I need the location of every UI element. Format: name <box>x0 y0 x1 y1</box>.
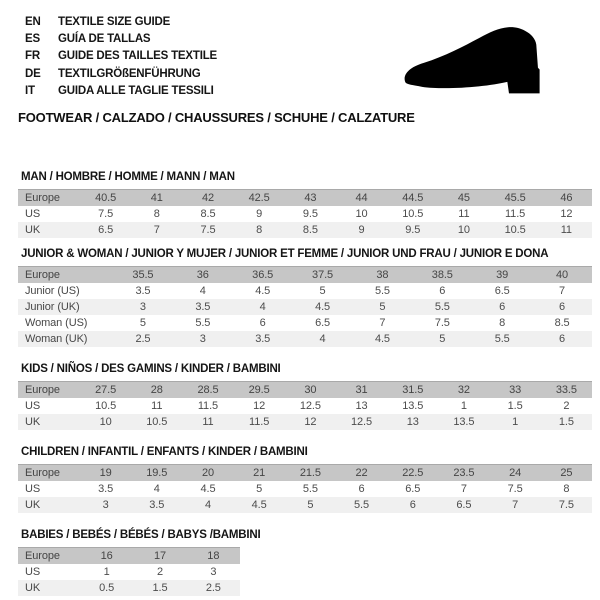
size-value-cell: 29.5 <box>248 384 270 397</box>
size-table <box>18 547 240 596</box>
tables-area <box>18 171 592 596</box>
size-value-cell: 7 <box>460 483 467 496</box>
size-value-cell: 3.5 <box>149 499 165 512</box>
size-value-cell: 5.5 <box>434 301 450 314</box>
size-value-cell: 9 <box>358 224 365 237</box>
size-value-cell: 9.5 <box>302 208 318 221</box>
table-row <box>18 564 240 580</box>
size-value-cell: 11 <box>202 416 214 429</box>
size-value-cell: 10 <box>457 224 470 237</box>
size-table <box>18 381 592 430</box>
size-value-cell: 3.5 <box>98 483 114 496</box>
size-value-cell: 6.5 <box>405 483 421 496</box>
size-value-cell: 45.5 <box>504 192 526 205</box>
size-value-cell: 4.5 <box>315 301 331 314</box>
size-value-cell: 10 <box>99 416 112 429</box>
size-value-cell: 8.5 <box>302 224 318 237</box>
size-value-cell: 8 <box>563 483 570 496</box>
size-value-cell: 22 <box>355 467 368 480</box>
language-code: DE <box>25 67 41 80</box>
size-value-cell: 7.5 <box>507 483 523 496</box>
size-value-cell: 21 <box>253 467 266 480</box>
size-value-cell: 22.5 <box>402 467 424 480</box>
size-value-cell: 13 <box>355 400 368 413</box>
size-value-cell: 30 <box>304 384 317 397</box>
size-table <box>18 464 592 513</box>
size-value-cell: 18 <box>207 550 220 563</box>
size-value-cell: 1.5 <box>152 582 168 595</box>
size-value-cell: 5 <box>319 285 326 298</box>
size-value-cell: 45 <box>457 192 470 205</box>
size-value-cell: 44.5 <box>402 192 424 205</box>
size-value-cell: 3 <box>139 301 146 314</box>
table-row <box>18 315 592 331</box>
size-value-cell: 13 <box>406 416 419 429</box>
table-row <box>18 222 592 238</box>
size-value-cell: 11.5 <box>504 208 526 221</box>
size-table-title: KIDS / NIÑOS / DES GAMINS / KINDER / BAMBINI <box>21 363 281 376</box>
size-value-cell: 7.5 <box>200 224 216 237</box>
table-row <box>18 283 592 299</box>
language-title: TEXTILGRÖßENFÜHRUNG <box>58 67 201 80</box>
size-value-cell: 6 <box>409 499 416 512</box>
row-label-cell: UK <box>25 416 41 429</box>
size-value-cell: 12 <box>304 416 317 429</box>
size-value-cell: 12.5 <box>351 416 373 429</box>
table-row <box>18 267 592 284</box>
size-value-cell: 11.5 <box>249 416 270 429</box>
size-value-cell: 13.5 <box>453 416 475 429</box>
shoe-silhouette-icon <box>394 16 576 108</box>
size-value-cell: 1 <box>460 400 467 413</box>
language-code: EN <box>25 16 41 28</box>
size-value-cell: 10.5 <box>504 224 526 237</box>
size-value-cell: 1.5 <box>507 400 523 413</box>
size-value-cell: 5.5 <box>374 285 390 298</box>
size-value-cell: 1.5 <box>558 416 574 429</box>
size-value-cell: 10.5 <box>95 400 117 413</box>
size-value-cell: 38 <box>376 269 389 282</box>
size-value-cell: 12 <box>253 400 266 413</box>
size-value-cell: 12 <box>560 208 573 221</box>
size-value-cell: 6.5 <box>456 499 472 512</box>
size-value-cell: 10.5 <box>402 208 424 221</box>
size-value-cell: 9 <box>256 208 263 221</box>
size-value-cell: 24 <box>509 467 522 480</box>
table-row <box>18 382 592 399</box>
size-table <box>18 266 592 347</box>
language-title: GUIDE DES TAILLES TEXTILE <box>58 50 217 63</box>
row-label-cell: Europe <box>25 269 60 282</box>
size-value-cell: 6.5 <box>494 285 510 298</box>
size-table-title: MAN / HOMBRE / HOMME / MANN / MAN <box>21 171 235 184</box>
table-row <box>18 190 592 207</box>
size-value-cell: 7.5 <box>558 499 574 512</box>
row-label-cell: UK <box>25 582 41 595</box>
table-row <box>18 580 240 596</box>
size-value-cell: 4 <box>204 499 211 512</box>
size-value-cell: 7.5 <box>98 208 114 221</box>
row-label-cell: UK <box>25 499 41 512</box>
size-value-cell: 7 <box>153 224 160 237</box>
size-value-cell: 38.5 <box>431 269 453 282</box>
size-value-cell: 6 <box>559 333 566 346</box>
size-value-cell: 4.5 <box>200 483 216 496</box>
size-value-cell: 5.5 <box>354 499 370 512</box>
size-value-cell: 10.5 <box>146 416 168 429</box>
size-value-cell: 8.5 <box>200 208 216 221</box>
row-label-cell: US <box>25 566 41 579</box>
size-value-cell: 6 <box>439 285 446 298</box>
size-table-title: BABIES / BEBÉS / BÉBÉS / BABYS /BAMBINI <box>21 529 261 542</box>
size-value-cell: 39 <box>496 269 509 282</box>
size-value-cell: 42 <box>201 192 214 205</box>
size-value-cell: 27.5 <box>95 384 117 397</box>
row-label-cell: US <box>25 208 41 221</box>
size-value-cell: 35.5 <box>132 269 154 282</box>
size-value-cell: 28 <box>150 384 163 397</box>
table-row <box>18 331 592 347</box>
row-label-cell: Europe <box>25 384 60 397</box>
size-table-section <box>18 363 592 430</box>
size-value-cell: 4.5 <box>374 333 390 346</box>
table-row <box>18 481 592 497</box>
size-table-section <box>18 171 592 238</box>
size-value-cell: 7.5 <box>434 317 450 330</box>
row-label-cell: Woman (UK) <box>25 333 88 346</box>
size-value-cell: 2.5 <box>205 582 221 595</box>
table-row <box>18 206 592 222</box>
size-value-cell: 6.5 <box>315 317 331 330</box>
table-row <box>18 299 592 315</box>
language-title: GUÍA DE TALLAS <box>58 33 151 46</box>
size-value-cell: 7 <box>512 499 519 512</box>
size-value-cell: 7 <box>559 285 566 298</box>
row-label-cell: Junior (US) <box>25 285 80 298</box>
size-table-section <box>18 529 592 596</box>
size-value-cell: 4 <box>319 333 326 346</box>
size-value-cell: 4 <box>199 285 206 298</box>
size-value-cell: 11.5 <box>197 400 219 413</box>
size-value-cell: 4 <box>259 301 266 314</box>
size-value-cell: 6 <box>559 301 566 314</box>
size-value-cell: 13.5 <box>402 400 424 413</box>
table-row <box>18 465 592 482</box>
size-value-cell: 42.5 <box>248 192 270 205</box>
size-table-title: JUNIOR & WOMAN / JUNIOR Y MUJER / JUNIOR ET FEMME / JUNIOR UND FRAU / JUNIOR E DONA <box>21 248 549 261</box>
size-value-cell: 5 <box>439 333 446 346</box>
size-value-cell: 2 <box>156 566 163 579</box>
row-label-cell: Europe <box>25 467 60 480</box>
size-value-cell: 46 <box>560 192 573 205</box>
size-value-cell: 40.5 <box>95 192 117 205</box>
size-value-cell: 5 <box>139 317 146 330</box>
size-value-cell: 5 <box>256 483 263 496</box>
size-value-cell: 12.5 <box>299 400 321 413</box>
category-heading: FOOTWEAR / CALZADO / CHAUSSURES / SCHUHE / CALZATURE <box>18 110 415 126</box>
size-value-cell: 19 <box>99 467 112 480</box>
row-label-cell: UK <box>25 224 41 237</box>
size-table-section <box>18 248 592 347</box>
size-value-cell: 4.5 <box>255 285 271 298</box>
table-row <box>18 398 592 414</box>
size-table-title: CHILDREN / INFANTIL / ENFANTS / KINDER / BAMBINI <box>21 446 308 459</box>
size-value-cell: 4 <box>153 483 160 496</box>
language-title: TEXTILE SIZE GUIDE <box>58 16 171 28</box>
size-value-cell: 6.5 <box>98 224 114 237</box>
size-value-cell: 21.5 <box>299 467 321 480</box>
size-value-cell: 8 <box>499 317 506 330</box>
size-value-cell: 32 <box>457 384 470 397</box>
size-value-cell: 40 <box>556 269 569 282</box>
size-value-cell: 16 <box>100 550 113 563</box>
size-value-cell: 20 <box>201 467 214 480</box>
size-table-section <box>18 446 592 513</box>
size-value-cell: 3.5 <box>135 285 151 298</box>
size-value-cell: 3.5 <box>195 301 211 314</box>
size-value-cell: 11 <box>560 224 572 237</box>
size-value-cell: 17 <box>153 550 167 563</box>
size-value-cell: 1 <box>103 566 110 579</box>
table-row <box>18 497 592 513</box>
size-value-cell: 28.5 <box>197 384 219 397</box>
size-value-cell: 5.5 <box>195 317 211 330</box>
size-value-cell: 0.5 <box>99 582 115 595</box>
row-label-cell: Junior (UK) <box>25 301 80 314</box>
size-value-cell: 31 <box>355 384 368 397</box>
size-value-cell: 11 <box>151 400 163 413</box>
size-value-cell: 36.5 <box>252 269 274 282</box>
row-label-cell: Woman (US) <box>25 317 88 330</box>
row-label-cell: US <box>25 400 41 413</box>
size-value-cell: 6 <box>499 301 506 314</box>
size-value-cell: 5.5 <box>494 333 510 346</box>
size-value-cell: 6 <box>358 483 365 496</box>
size-value-cell: 33 <box>509 384 522 397</box>
size-value-cell: 5.5 <box>302 483 318 496</box>
size-value-cell: 10 <box>355 208 368 221</box>
size-value-cell: 5 <box>307 499 314 512</box>
size-value-cell: 36 <box>196 269 209 282</box>
size-value-cell: 19.5 <box>146 467 168 480</box>
language-code: ES <box>25 33 40 46</box>
size-value-cell: 3 <box>210 566 217 579</box>
size-value-cell: 3.5 <box>255 333 271 346</box>
table-row <box>18 414 592 430</box>
size-value-cell: 6 <box>259 317 266 330</box>
size-value-cell: 8 <box>153 208 160 221</box>
size-value-cell: 44 <box>355 192 368 205</box>
size-value-cell: 41 <box>150 192 163 205</box>
header <box>18 14 592 125</box>
size-value-cell: 8 <box>256 224 263 237</box>
size-value-cell: 33.5 <box>555 384 577 397</box>
size-value-cell: 31.5 <box>402 384 424 397</box>
size-value-cell: 3 <box>102 499 109 512</box>
size-value-cell: 3 <box>199 333 206 346</box>
size-value-cell: 9.5 <box>405 224 421 237</box>
language-code: FR <box>25 50 40 63</box>
size-value-cell: 1 <box>512 416 519 429</box>
size-value-cell: 5 <box>379 301 386 314</box>
size-value-cell: 23.5 <box>453 467 475 480</box>
size-value-cell: 43 <box>304 192 317 205</box>
language-code: IT <box>25 84 35 97</box>
row-label-cell: US <box>25 483 41 496</box>
row-label-cell: Europe <box>25 550 60 563</box>
size-table <box>18 189 592 238</box>
size-value-cell: 7 <box>379 317 386 330</box>
size-value-cell: 2.5 <box>135 333 151 346</box>
language-title: GUIDA ALLE TAGLIE TESSILI <box>58 84 214 97</box>
table-row <box>18 548 240 565</box>
size-value-cell: 2 <box>563 400 570 413</box>
size-value-cell: 25 <box>560 467 573 480</box>
size-value-cell: 11 <box>458 208 470 221</box>
size-value-cell: 37.5 <box>312 269 334 282</box>
size-value-cell: 4.5 <box>251 499 267 512</box>
size-value-cell: 8.5 <box>554 317 570 330</box>
row-label-cell: Europe <box>25 192 60 205</box>
